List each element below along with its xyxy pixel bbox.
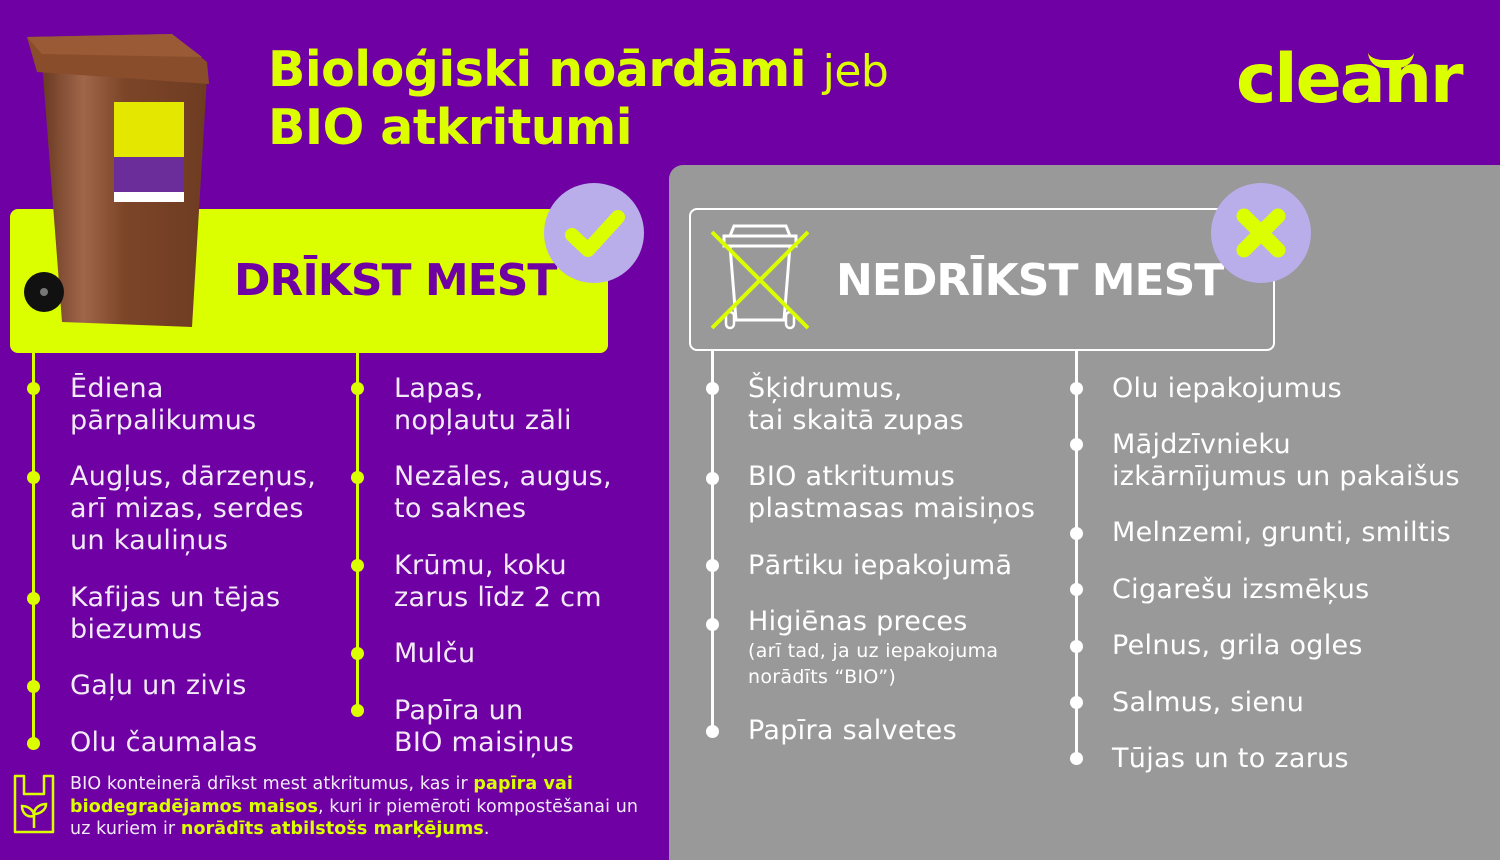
logo-text: clean [1236,40,1431,119]
list-item: Ēdiena pārpalikumus [70,373,257,436]
list-item: Salmus, sienu [1112,687,1305,718]
bullet-dot [27,382,40,395]
list-item: Pelnus, grila ogles [1112,630,1363,661]
bullet-dot [1070,527,1083,540]
list-item: Krūmu, koku zarus līdz 2 cm [394,550,602,613]
list-item: Higiēnas preces (arī tad, ja uz iepakojuma norādīts “BIO”) [748,606,999,688]
check-badge [544,183,644,283]
timeline-forbidden-1 [711,350,714,730]
cleanr-logo [1236,40,1462,119]
bullet-dot [351,559,364,572]
bullet-dot [351,471,364,484]
bullet-dot [1070,640,1083,653]
list-item: Olu iepakojumus [1112,373,1343,404]
list-item: Cigarešu izsmēķus [1112,574,1370,605]
list-item: Kafijas un tējas biezumus [70,582,281,645]
x-badge [1211,183,1311,283]
list-item: Papīra salvetes [748,715,957,746]
bullet-dot [1070,382,1083,395]
list-item: Mulču [394,638,476,669]
title-line2: BIO atkritumi [268,99,632,156]
list-item: Šķidrumus, tai skaitā zupas [748,373,965,436]
bullet-dot [27,680,40,693]
compostable-bag-icon [12,774,56,836]
list-item: Nezāles, augus, to saknes [394,461,612,524]
list-item: Augļus, dārzeņus, arī mizas, serdes un kauliņus [70,461,317,556]
list-item: Tūjas un to zarus [1112,743,1349,774]
logo-suffix: r [1430,40,1462,119]
bullet-dot [27,592,40,605]
list-item: Mājdzīvnieku izkārnījumus un pakaišus [1112,429,1460,492]
bullet-dot [1070,583,1083,596]
list-item: Papīra un BIO maisiņus [394,695,575,758]
list-item: Olu čaumalas [70,727,258,758]
bullet-dot [351,647,364,660]
bullet-dot [1070,696,1083,709]
bullet-dot [1070,752,1083,765]
list-item: Gaļu un zivis [70,670,247,701]
title-bold: Bioloģiski noārdāmi [268,41,807,98]
allowed-title: DRĪKST MEST [234,255,557,306]
brown-bio-bin-icon [22,22,217,342]
footer-note: BIO konteinerā drīkst mest atkritumus, kas ir papīra vai biodegradējamos maisos, kuri ir piemēroti kompostēšanai un uz kuriem ir norādīts atbilstošs marķējums. [70,774,639,839]
title-jeb: jeb [822,46,889,97]
bullet-dot [706,472,719,485]
x-icon [1211,183,1311,283]
bullet-dot [706,382,719,395]
page-title [268,42,888,156]
list-item: Lapas, nopļautu zāli [394,373,572,436]
bullet-dot [1070,438,1083,451]
list-item: Melnzemi, grunti, smiltis [1112,517,1452,548]
check-icon [544,183,644,283]
bullet-dot [706,618,719,631]
bullet-dot [27,737,40,750]
bullet-dot [706,559,719,572]
bullet-dot [351,382,364,395]
list-item: Pārtiku iepakojumā [748,550,1013,581]
bullet-dot [351,704,364,717]
list-item: BIO atkritumus plastmasas maisiņos [748,461,1036,524]
forbidden-title: NEDRĪKST MEST [836,255,1224,306]
bullet-dot [27,471,40,484]
bullet-dot [706,725,719,738]
crossed-bin-icon [708,222,814,334]
